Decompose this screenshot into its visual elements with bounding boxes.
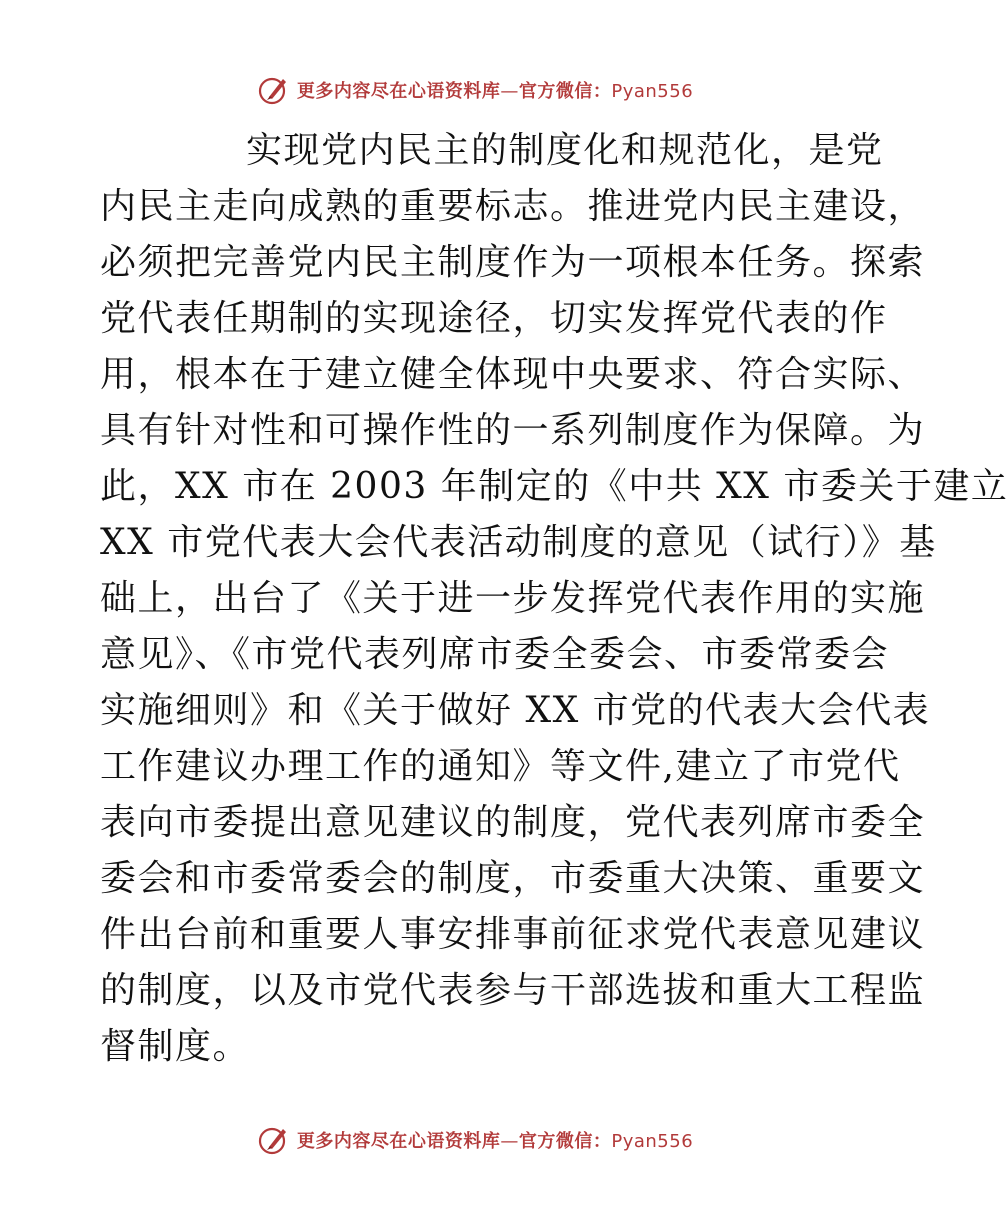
body-line: 党代表任期制的实现途径，切实发挥党代表的作	[100, 298, 888, 339]
body-line: 委会和市委常委会的制度，市委重大决策、重要文	[100, 858, 926, 899]
header-contact-handle: Pyan556	[611, 81, 694, 102]
body-line: 础上，出台了《关于进一步发挥党代表作用的实施	[100, 578, 926, 619]
body-line: 用，根本在于建立健全体现中央要求、符合实际、	[100, 354, 926, 395]
body-line: 实现党内民主的制度化和规范化，是党	[246, 130, 884, 171]
body-line: 必须把完善党内民主制度作为一项根本任务。探索	[100, 242, 926, 283]
footer-watermark	[0, 1120, 950, 1160]
quill-pen-circle-icon	[257, 1123, 291, 1157]
header-separator: —	[500, 81, 519, 102]
footer-separator: —	[500, 1131, 519, 1152]
header-watermark	[0, 70, 950, 110]
header-brand-name: 更多内容尽在心语资料库	[296, 81, 501, 102]
body-line: XX 市党代表大会代表活动制度的意见（试行）》基	[100, 522, 937, 563]
body-text	[100, 123, 1008, 1075]
footer-brand-text	[297, 1127, 693, 1153]
footer-brand-name: 更多内容尽在心语资料库	[296, 1131, 501, 1152]
header-brand-text	[297, 77, 693, 103]
footer-contact-handle: Pyan556	[611, 1131, 694, 1152]
body-line: 具有针对性和可操作性的一系列制度作为保障。为	[100, 410, 926, 451]
body-line: 此，XX 市在 2003 年制定的《中共 XX 市委关于建立	[100, 466, 1008, 507]
body-line: 内民主走向成熟的重要标志。推进党内民主建设，	[100, 186, 926, 227]
body-line: 表向市委提出意见建议的制度，党代表列席市委全	[100, 802, 926, 843]
body-line: 实施细则》和《关于做好 XX 市党的代表大会代表	[100, 690, 931, 731]
header-contact-label: 官方微信：	[518, 81, 612, 102]
body-line: 工作建议办理工作的通知》等文件,建立了市党代	[100, 746, 901, 787]
body-line: 意见》、《市党代表列席市委全委会、市委常委会	[100, 634, 890, 675]
footer-contact-label: 官方微信：	[518, 1131, 612, 1152]
quill-pen-circle-icon	[257, 73, 291, 107]
body-line: 督制度。	[100, 1026, 251, 1067]
body-line: 的制度，以及市党代表参与干部选拔和重大工程监	[100, 970, 926, 1011]
body-line: 件出台前和重要人事安排事前征求党代表意见建议	[100, 914, 926, 955]
